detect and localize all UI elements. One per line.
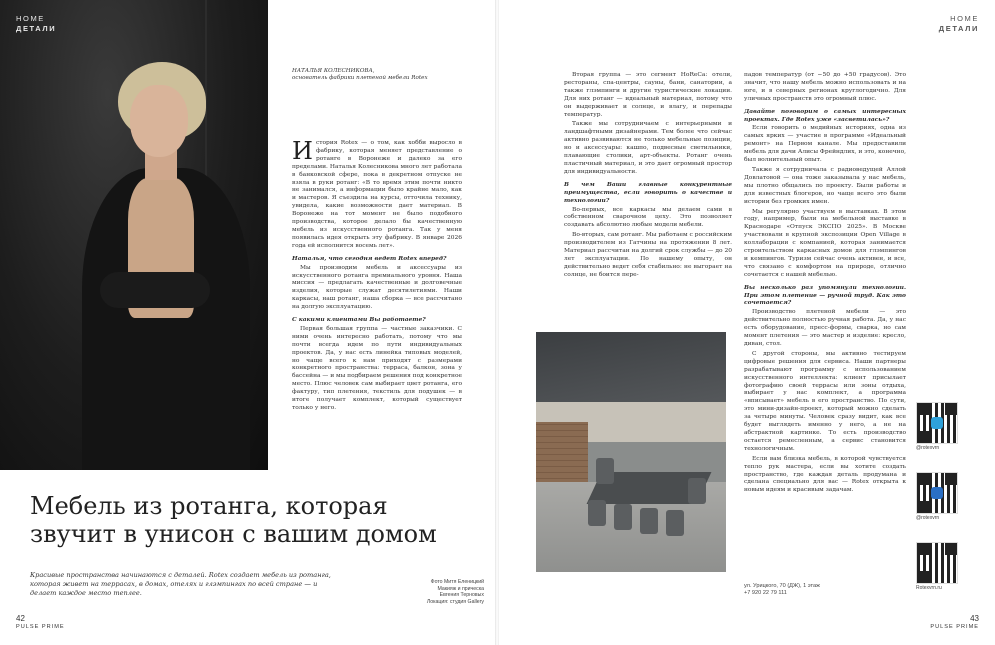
question: Вы несколько раз упомянули технологии. При этом плетение — ручной труд. Как это сочетается? [744, 283, 906, 307]
telegram-qr-icon [916, 402, 958, 444]
headline-line1: Мебель из ротанга, которая [30, 492, 388, 520]
article-column-2 [564, 72, 732, 282]
section-tag-left [16, 14, 56, 34]
magazine-name: PULSE PRIME [16, 624, 65, 630]
question: С какими клиентами Вы работаете? [292, 316, 426, 324]
paragraph: Производство плетеной мебели — это действительно полностью ручная работа. Да, у нас есть оборудование, пресс-формы, сварка, но сам момент плетения — это мастер и изделие: кресло, диван, стол. [744, 309, 906, 347]
qr-website[interactable] [916, 542, 956, 591]
paragraph: Во-вторых, сам ротанг. Мы работаем с российским производителем из Гатчины на протяжении 8 лет. Материал рассчитан на долгий срок службы — до 20 лет эксплуатации. По нашему опыту, он действительно ведет себя стабильно: не выгорает на солнце, не боится пере- [564, 232, 732, 278]
section-tag-right [939, 14, 979, 34]
article-lead: Красивые пространства начинаются с деталей. Rotex создает мебель из ротанга, которая живет на террасах, в домах, отелях и глэмпингах по всей стране — и делает каждое место теплее. [30, 571, 331, 597]
caption-name: НАТАЛЬЯ КОЛЕСНИКОВА, [292, 68, 375, 74]
paragraph: Если вам близка мебель, в которой чувствуется тепло рук мастера, если вы хотите создать пространство, где каждая деталь продумана и сделана специально для вас — Rotex открыта к новым идеям и красивым задачам. [744, 455, 906, 494]
portrait-photo [0, 0, 268, 470]
website-qr-icon [916, 542, 958, 584]
paragraph: Если говорить о медийных историях, одна из самых ярких — участие в программе «Идеальный ремонт» на Первом канале. Мы предоставили мебель для дачи Алисы Фрейндлих, и это, конечно, был волнительный опыт. [744, 125, 906, 164]
section-tag-line2: ДЕТАЛИ [938, 24, 979, 33]
credit-line: Макияж и прическа [437, 585, 484, 592]
portrait-caption [292, 68, 428, 82]
question: Давайте поговорим о самых интересных проектах. Где Rotex уже «засветилась»? [744, 107, 906, 123]
magazine-name: PULSE PRIME [930, 624, 979, 630]
question: В чем Ваши главные конкурентные преимущества, если говорить о качестве и технологии? [564, 180, 732, 204]
paragraph: С другой стороны, мы активно тестируем цифровые решения для сервиса. Наши партнеры разрабатывают программу с использованием искусственного интеллекта: клиент присылает фотографию своей террасы или зоны отдыха, выбирает у нас комплект, а программа «вписывает» мебель в его пространство. По сути, это мини-дизайн-проект, который можно сделать за четыре минуты. Человек сразу видит, как все будет выглядеть именно у него, а не на абстрактной картинке. То есть производство остается ремесленным, а сервис становится технологичным. [744, 350, 906, 452]
address-street: ул. Урицкого, 70 (ДЖ), 1 этаж [744, 583, 820, 589]
article-headline [30, 492, 437, 548]
paragraph: Также мы сотрудничаем с интерьерными и ландшафтными дизайнерами. Тем более что сейчас активно развиваются не только мебельные позиции, но и аксессуары: кашпо, подвесные светильники, плавающие столики, арт-объекты. Ротанг очень пластичный материал, и это дает огромный простор для индивидуальности. [564, 121, 732, 175]
left-page [0, 0, 496, 645]
question: Наталья, что сегодня ведет Rotex вперед? [292, 254, 447, 262]
terrace-photo [536, 332, 726, 572]
qr-label: Rotexvrn.ru [916, 585, 942, 591]
right-page [498, 0, 995, 645]
paragraph: Мы производим мебель и аксессуары из искусственного ротанга премиального уровня. Наша миссия — предлагать качественные и долговечные изделия, которые служат десятилетиями. Наши каркасы, наш ротанг, наша сборка — все рассчитано на долгую эксплуатацию. [292, 264, 462, 311]
page-number: 43 [970, 614, 979, 623]
credit-line: Фото Митя Еленицкий [430, 579, 484, 585]
qr-telegram[interactable] [916, 402, 956, 451]
section-tag-line1: HOME [950, 14, 979, 23]
paragraph: Также я сотрудничала с радиоведущей Аллой Довлатовой — она тоже заказывала у нас мебель, мы плотно общались по проекту. Были работы и для известных блогеров, но чаще всего это были истории без громких имен. [744, 166, 906, 205]
address-block [744, 583, 820, 598]
section-tag-line1: HOME [16, 14, 45, 23]
telegram-icon [931, 417, 943, 429]
caption-role: основатель фабрики плетеной мебели Rotex [292, 75, 428, 82]
folio-right [930, 614, 979, 632]
qr-label: @rotexvrn [916, 515, 940, 521]
vk-icon [931, 487, 943, 499]
page-number: 42 [16, 614, 25, 623]
article-column-3 [744, 72, 906, 497]
section-tag-line2: ДЕТАЛИ [16, 24, 57, 33]
paragraph: Во-первых, все каркасы мы делаем сами в собственном сварочном цеху. Это позволяет создавать абсолютно любые модели мебели. [564, 206, 732, 229]
headline-line2: звучит в унисон с вашим домом [30, 520, 437, 548]
paragraph: падов температур (от −50 до +50 градусов). Это значит, что нашу мебель можно использовать и на юге, и в северных регионах круглогодично. Для уличных пространств это огромный плюс. [744, 72, 906, 102]
paragraph: Мы регулярно участвуем в выставках. В этом году, например, были на мебельной выставке в Краснодаре «Отпуск ЭКСПО 2025». В Москве участвовали в крупной экспозиции Open Village в коллаборации с компанией, которая занимается строительством каркасных домов для глэмпингов и кемпингов. Туризм сейчас очень активен, и все, что связано с комфортом на природе, отлично сочетается с нашей мебелью. [744, 208, 906, 278]
folio-left [16, 614, 65, 632]
credit-line: Локация: студия Gallery [426, 598, 484, 605]
dropcap: И [292, 137, 313, 165]
article-column-1 [292, 137, 462, 415]
photo-credits [394, 579, 484, 605]
credit-line: Евгения Терновых [439, 592, 484, 599]
vk-qr-icon [916, 472, 958, 514]
address-phone: +7 920 22 79 111 [744, 590, 787, 597]
intro-paragraph: История Rotex — о том, как хобби выросло в фабрику, которая меняет представление о ротанге в Воронеже и далеко за его пределами. Наталья Колесникова много лет работала в банковской сфере, пока в декретном отпуске не взяла в руки ротанг: «В то время этим почти никто не занимался, а информации было крайне мало, как и мастеров. Я съездила на курсы, отточила технику, увидела, какие возможности дает материал. В Воронеже на тот момент не было подобного производства, которое делало бы качественную мебель из искусственного ротанга. Так у меня появилась идея открыть эту фабрику. В январе 2026 года ей исполнится восемь лет». [292, 137, 462, 249]
paragraph: Вторая группа — это сегмент HoReCa: отели, рестораны, спа-центры, сауны, бани, санатории, а также глэмпинги и другие туристические локации. Для них ротанг — идеальный материал, потому что он выдерживает и солнце, и влагу, и перепады температур. [564, 72, 732, 118]
qr-label: @rotexvrn [916, 445, 940, 451]
paragraph: Первая большая группа — частные заказчики. С ними очень интересно работать, потому что мы почти всегда идем по пути индивидуальных проектов. Да, у нас есть линейка типовых моделей, но чаще всего к нам приходят с размерами конкретного пространства: терраса, балкон, зона у бассейна — и мы подбираем решения под конкретное место. Плюс человек сам выбирает цвет ротанга, его фактуру, тип плетения, текстиль для подушек — в итоге получает комплект, который существует только у него. [292, 325, 462, 411]
qr-vk[interactable] [916, 472, 956, 521]
